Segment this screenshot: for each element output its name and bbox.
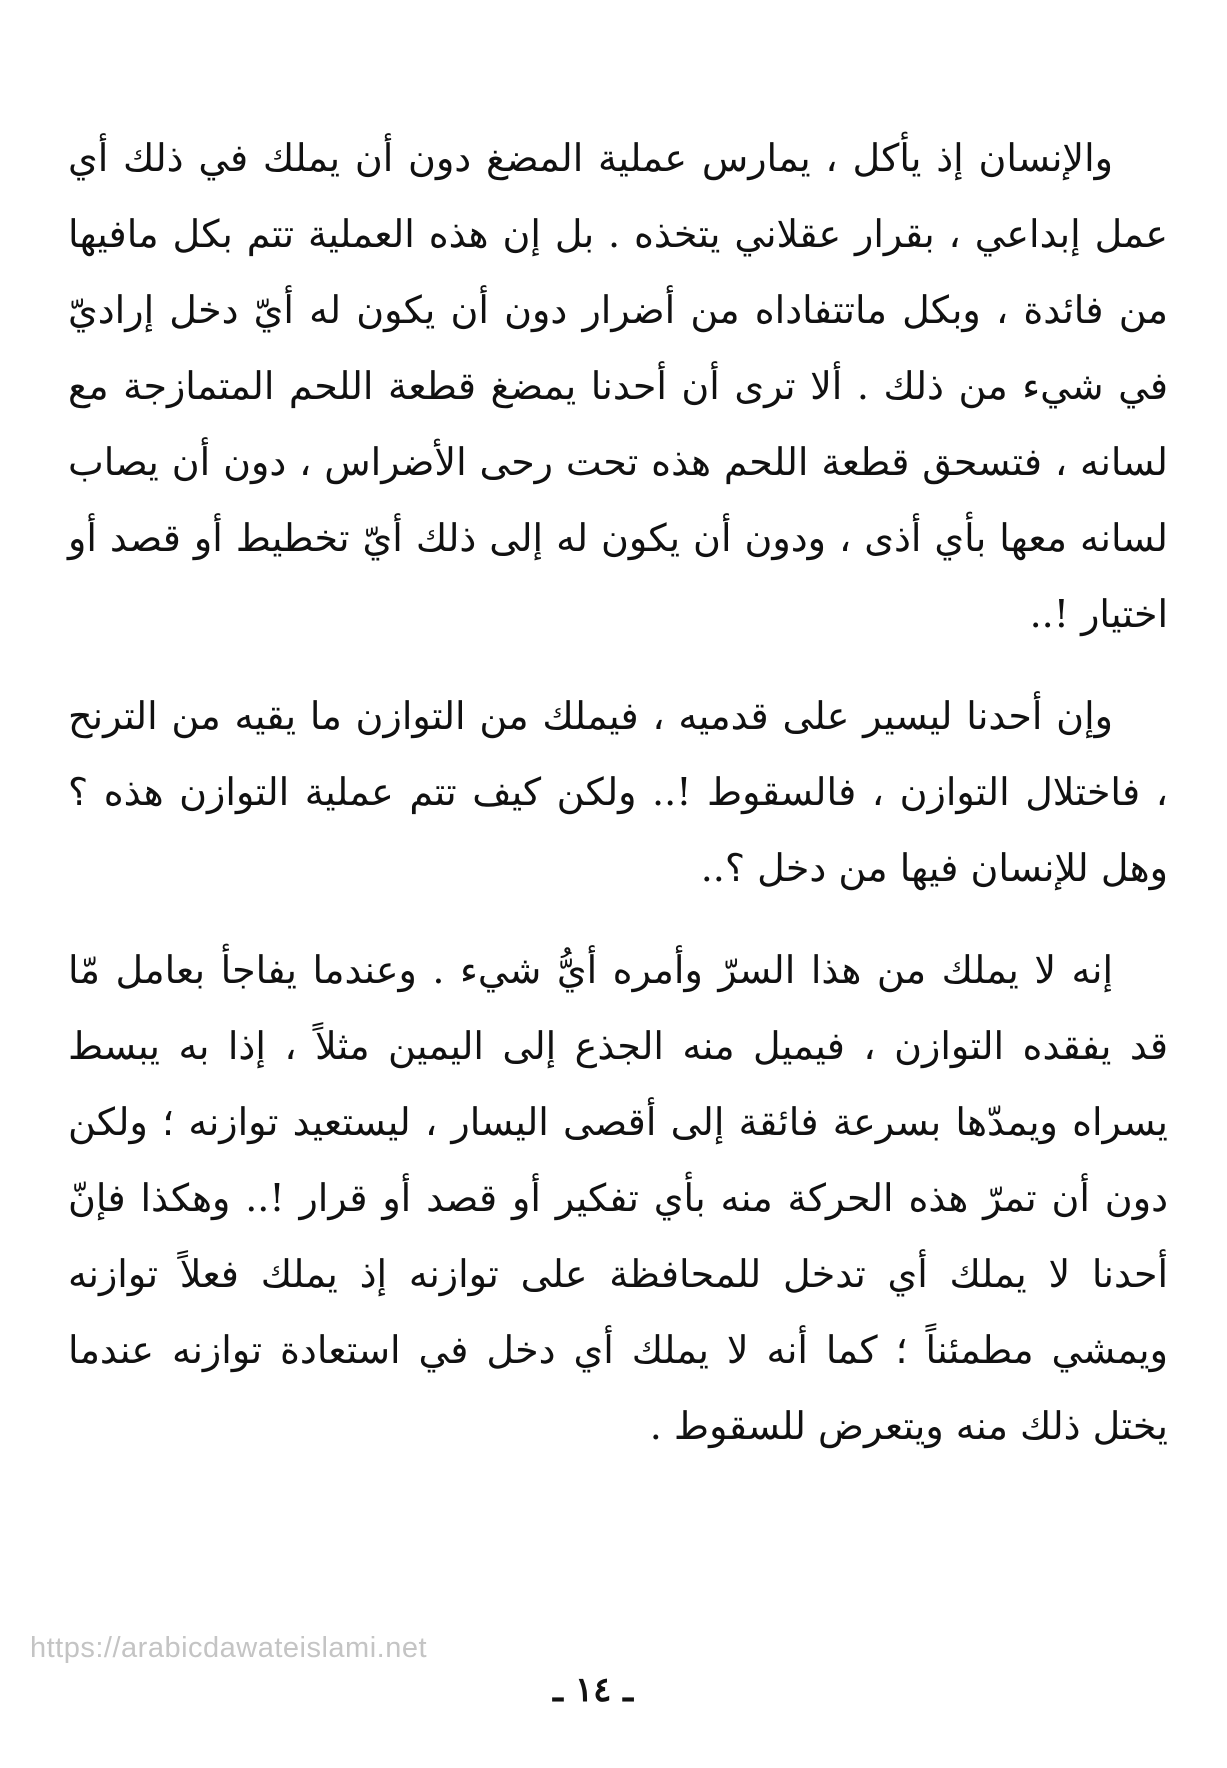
page-number: ـ ١٤ ـ <box>553 1670 634 1710</box>
paragraph-walking: وإن أحدنا ليسير على قدميه ، فيملك من التوازن ما يقيه من الترنح ، فاختلال التوازن ، فالسقوط !.. ولكن كيف تتم عملية التوازن هذه ؟ وهل للإنسان فيها من دخل ؟.. <box>68 694 1168 890</box>
watermark-url: https://arabicdawateislami.net <box>30 1632 428 1664</box>
body-text <box>68 120 1168 1464</box>
paragraph-balance: إنه لا يملك من هذا السرّ وأمره أيُّ شيء . وعندما يفاجأ بعامل مّا قد يفقده التوازن ، فيميل منه الجذع إلى اليمين مثلاً ، إذا به يبسط يسراه ويمدّها بسرعة فائقة إلى أقصى اليسار ، ليستعيد توازنه ؛ ولكن دون أن تمرّ هذه الحركة منه بأي تفكير أو قصد أو قرار !.. وهكذا فإنّ أحدنا لا يملك أي تدخل للمحافظة على توازنه إذ يملك فعلاً توازنه ويمشي مطمئناً ؛ كما أنه لا يملك أي دخل في استعادة توازنه عندما يختل ذلك منه ويتعرض للسقوط . <box>68 948 1168 1448</box>
paragraph-chewing: والإنسان إذ يأكل ، يمارس عملية المضغ دون أن يملك في ذلك أي عمل إبداعي ، بقرار عقلاني يتخذه . بل إن هذه العملية تتم بكل مافيها من فائدة ، وبكل ماتتفاداه من أضرار دون أن يكون له أيّ دخل إراديّ في شيء من ذلك . ألا ترى أن أحدنا يمضغ قطعة اللحم المتمازجة مع لسانه ، فتسحق قطعة اللحم هذه تحت رحى الأضراس ، دون أن يصاب لسانه معها بأي أذى ، ودون أن يكون له إلى ذلك أيّ تخطيط أو قصد أو اختيار !.. <box>68 136 1168 636</box>
